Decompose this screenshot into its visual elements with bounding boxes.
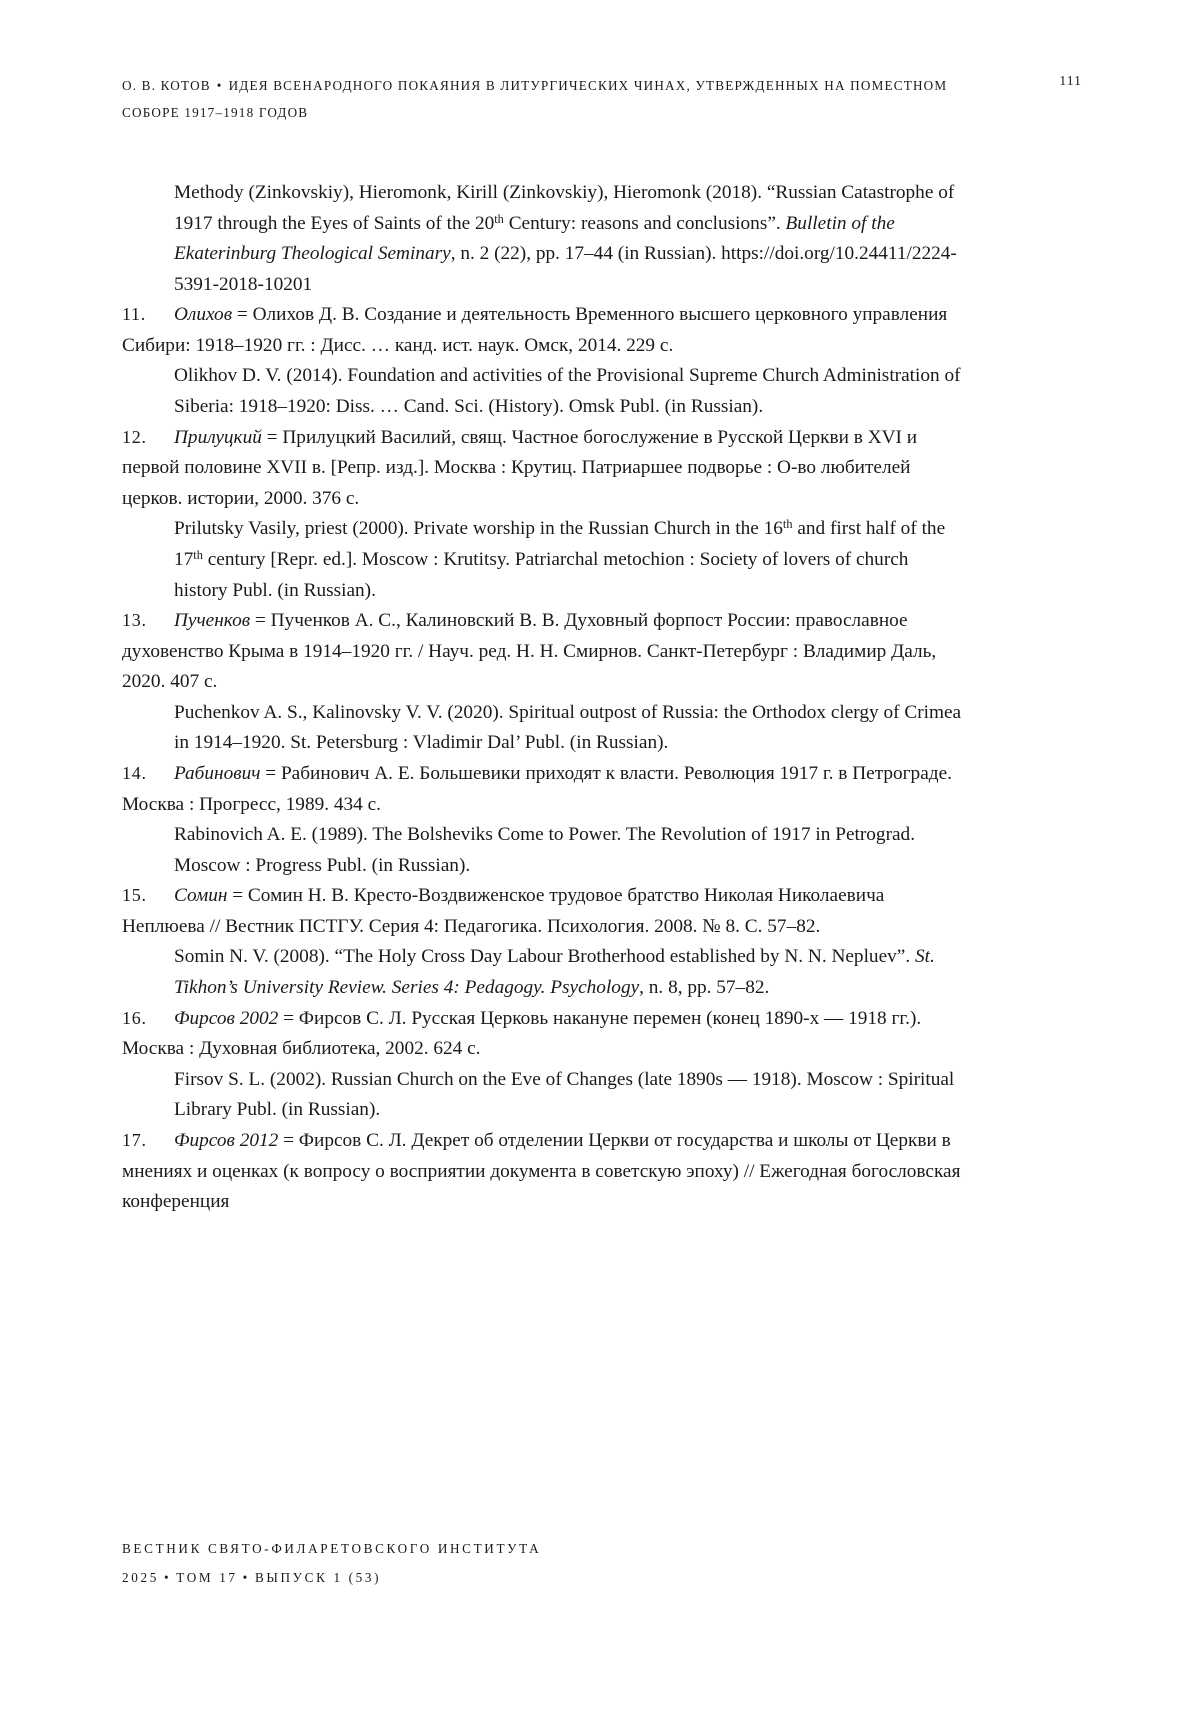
footer-journal-name: ВЕСТНИК СВЯТО-ФИЛАРЕТОВСКОГО ИНСТИТУТА	[122, 1541, 542, 1557]
reference-translation-16: Firsov S. L. (2002). Russian Church on the Eve of Changes (late 1890s — 1918). Moscow : Spiritual Library Publ. (in Russian).	[174, 1068, 955, 1121]
reference-short-title: Олихов	[174, 304, 233, 326]
footer-year: 2025	[122, 1569, 159, 1585]
reference-source-13	[122, 606, 962, 698]
running-head-title-part1: ИДЕЯ ВСЕНАРОДНОГО ПОКАЯНИЯ В ЛИТУРГИЧЕСКИХ ЧИНАХ,	[228, 78, 691, 93]
reference-short-title: Пученков	[174, 610, 251, 632]
reference-translation-continued	[122, 178, 962, 300]
doi-link[interactable]: https://doi.org/10.24411/2224-5391-2018-10201	[174, 243, 957, 295]
reference-source-16	[122, 1004, 962, 1065]
reference-number: 15.	[122, 885, 147, 906]
footer-issue-info	[122, 1564, 541, 1592]
reference-number: 13.	[122, 610, 147, 631]
reference-source-11	[122, 300, 962, 361]
translation-line: Methody (Zinkovskiy), Hieromonk, Kirill (Zinkovskiy), Hieromonk	[174, 182, 701, 203]
superscript-ordinal: th	[782, 517, 793, 532]
reference-number: 11.	[122, 304, 146, 325]
reference-entry-13	[122, 606, 962, 759]
reference-short-title: Рабинович	[174, 762, 261, 784]
reference-source-text	[122, 300, 962, 361]
footer-volume: ТОМ 17	[176, 1569, 238, 1585]
superscript-ordinal: th	[494, 211, 504, 226]
reference-short-title: Прилуцкий	[174, 426, 262, 448]
reference-translation-14: Rabinovich A. E. (1989). The Bolsheviks Come to Power. The Revolution of 1917 in Petrograd. Moscow : Progress Publ. (in Russian).	[174, 824, 916, 876]
reference-source-body: = Олихов Д. В. Создание и деятельность Временного высшего церковного управления Сибири: 1918–1920 гг. : Дисс. … канд. ист. наук. Омск, 2014. 229 с.	[122, 304, 948, 356]
reference-source-body: = Рабинович А. Е. Большевики приходят к власти. Революция 1917 г. в Петрограде. Москва : Прогресс, 1989. 434 с.	[122, 762, 952, 815]
reference-translation-15: Somin N. V. (2008). “The Holy Cross Day Labour Brotherhood established by N. N. Nepluev”. St. Tikhon’s University Review. Series 4: Pedagogy. Psychology, n. 8, pp. 57–82.	[174, 946, 935, 999]
reference-short-title: Сомин	[174, 885, 228, 907]
reference-number: 14.	[122, 762, 147, 783]
reference-source-14	[122, 759, 962, 820]
reference-source-body: = Фирсов С. Л. Русская Церковь накануне перемен (конец 1890-х — 1918 гг.). Москва : Духовная библиотека, 2002. 624 с.	[122, 1007, 922, 1060]
translation-line: Century: reasons and conclusions”. Bulletin of the Ekaterinburg Theological Seminary, n. 2 (22), pp. 17–44 (in Russian).	[174, 212, 895, 265]
reference-translation-12: Prilutsky Vasily, priest (2000). Private worship in the Russian Church in the 16th and first half of the 17th century [Repr. ed.]. Moscow : Krutitsy. Patriarchal metochion : Society of lovers of church history Publ. (in Russian).	[174, 517, 946, 601]
reference-entry-17	[122, 1126, 962, 1218]
reference-entry-11	[122, 300, 962, 422]
bibliography-list	[122, 178, 962, 1218]
reference-source-body: = Прилуцкий Василий, свящ. Частное богослужение в Русской Церкви в XVI и первой половине XVII в. [Репр. изд.]. Москва : Крутиц. Патриаршее подворье : О-во любителей церков. истории, 2000. 376 с.	[122, 426, 918, 509]
reference-entry-12	[122, 423, 962, 606]
running-head-author: О. В. КОТОВ	[122, 78, 211, 93]
reference-source-text	[122, 1004, 962, 1065]
journal-title-italic: Bulletin of the Ekaterinburg Theological Seminary	[174, 212, 895, 265]
reference-source-text	[122, 759, 962, 820]
journal-title-italic: St. Tikhon’s University Review. Series 4: Pedagogy. Psychology	[174, 946, 935, 999]
reference-source-body: = Пученков А. С., Калиновский В. В. Духовный форпост России: православное духовенство Крыма в 1914–1920 гг. / Науч. ред. Н. Н. Смирнов. Санкт-Петербург : Владимир Даль, 2020. 407 с.	[122, 610, 937, 693]
page-number: 111	[1059, 73, 1082, 88]
reference-translation-11: Olikhov D. V. (2014). Foundation and activities of the Provisional Supreme Church Administration of Siberia: 1918–1920: Diss. … Cand. Sci. (History). Omsk Publ. (in Russian).	[174, 365, 961, 418]
reference-number: 16.	[122, 1007, 147, 1028]
page-footer	[122, 1535, 541, 1592]
reference-source-text	[122, 423, 962, 515]
reference-source-12	[122, 423, 962, 515]
reference-source-text	[122, 606, 962, 698]
footer-dot: •	[242, 1569, 250, 1585]
footer-dot: •	[163, 1569, 172, 1585]
reference-entry-15	[122, 881, 962, 1003]
reference-source-body: = Сомин Н. В. Кресто-Воздвиженское трудовое братство Николая Николаевича Неплюева // Вестник ПСТГУ. Серия 4: Педагогика. Психология. 2008. № 8. С. 57–82.	[122, 885, 885, 937]
running-head-separator: •	[216, 78, 223, 93]
footer-issue: ВЫПУСК 1 (53)	[254, 1569, 382, 1585]
reference-short-title: Фирсов 2012	[174, 1129, 279, 1151]
reference-source-text	[122, 1126, 962, 1218]
reference-source-body: = Фирсов С. Л. Декрет об отделении Церкви от государства и школы от Церкви в мнениях и оценках (к вопросу о восприятии документа в советскую эпоху) // Ежегодная богословская конференция	[122, 1129, 961, 1213]
reference-source-15	[122, 881, 962, 942]
reference-short-title: Фирсов 2002	[174, 1007, 279, 1029]
running-head-title-part2: УТВЕРЖДЕННЫХ НА ПОМЕСТНОМ СОБОРЕ 1917–1918 ГОДОВ	[122, 78, 948, 121]
running-head	[122, 72, 1082, 126]
reference-source-text	[122, 881, 962, 942]
reference-number: 17.	[122, 1129, 147, 1150]
translation-line: (2018). “Russian Catastrophe of 1917 through the Eyes of Saints of the 20th	[174, 182, 955, 234]
reference-translation-13: Puchenkov A. S., Kalinovsky V. V. (2020). Spiritual outpost of Russia: the Orthodox clergy of Crimea in 1914–1920. St. Petersburg : Vladimir Dal’ Publ. (in Russian).	[174, 701, 962, 754]
reference-entry-14	[122, 759, 962, 881]
reference-source-17	[122, 1126, 962, 1218]
reference-number: 12.	[122, 426, 147, 447]
superscript-ordinal: th	[193, 548, 203, 563]
reference-entry-16	[122, 1004, 962, 1126]
running-head-title	[122, 72, 952, 126]
